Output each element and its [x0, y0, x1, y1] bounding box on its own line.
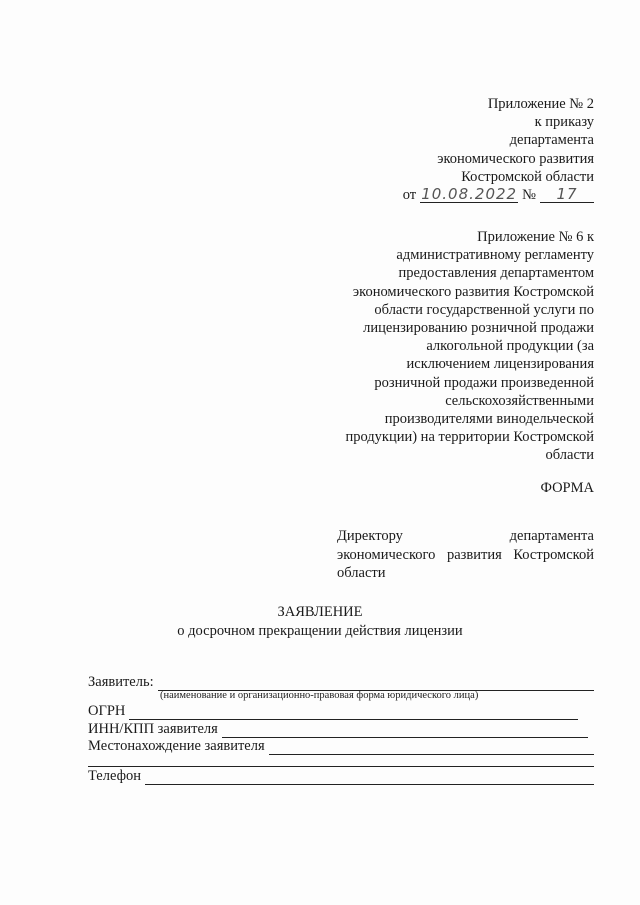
addressee-first-line — [337, 527, 594, 546]
appendix-2-header — [403, 95, 594, 204]
appendix-6-line: продукции) на территории Костромской — [345, 429, 594, 446]
appendix-6-line: сельскохозяйственными — [445, 392, 594, 409]
date-prefix: от — [402, 187, 417, 204]
phone-field[interactable] — [145, 770, 594, 785]
location-label: Местонахождение заявителя — [88, 738, 265, 754]
addressee-word: Директору — [337, 528, 403, 544]
inn-kpp-label: ИНН/КПП заявителя — [88, 721, 218, 737]
document-title: ЗАЯВЛЕНИЕ — [277, 604, 363, 620]
appendix-2-line: Приложение № 2 — [487, 96, 594, 112]
appendix-6-line: Приложение № 6 к — [477, 229, 594, 245]
form-label: ФОРМА — [540, 480, 594, 496]
appendix-6-header — [324, 228, 594, 465]
location-row — [88, 738, 594, 755]
ogrn-field[interactable] — [129, 705, 578, 720]
appendix-2-line: экономического развития — [437, 150, 594, 167]
applicant-label: Заявитель: — [88, 674, 154, 690]
ogrn-label: ОГРН — [88, 703, 126, 719]
appendix-6-line: алкогольной продукции (за — [426, 338, 594, 355]
addressee-block — [337, 527, 594, 583]
appendix-2-line: Костромской области — [461, 168, 594, 185]
order-date-handwritten: 10.08.2022 — [421, 185, 518, 204]
appendix-6-line: области государственной услуги по — [374, 301, 594, 318]
addressee-rest: экономического развития Костромской области — [337, 546, 594, 581]
appendix-6-line: исключением лицензирования — [406, 356, 594, 373]
inn-kpp-row — [88, 721, 588, 738]
appendix-6-line: экономического развития Костромской — [352, 283, 594, 300]
phone-row — [88, 768, 594, 785]
appendix-2-line: департамента — [509, 132, 594, 149]
applicant-row — [88, 674, 594, 691]
addressee-word: департамента — [509, 528, 594, 544]
order-number-handwritten: 17 — [540, 186, 594, 203]
phone-label: Телефон — [88, 768, 141, 784]
number-prefix: № — [522, 187, 536, 204]
ogrn-row — [88, 703, 578, 720]
appendix-6-line: предоставления департаментом — [398, 265, 594, 282]
order-date-row — [403, 186, 594, 204]
document-subtitle: о досрочном прекращении действия лицензии — [177, 623, 463, 639]
appendix-6-line: производителями винодельческой — [384, 411, 594, 428]
inn-kpp-field[interactable] — [222, 723, 588, 738]
applicant-hint: (наименование и организационно-правовая форма юридического лица) — [160, 690, 479, 701]
appendix-6-line: розничной продажи произведенной — [374, 374, 594, 391]
appendix-6-line: области — [545, 447, 594, 464]
location-field[interactable] — [269, 740, 594, 755]
appendix-6-line: лицензированию розничной продажи — [363, 320, 594, 337]
applicant-field[interactable] — [158, 676, 594, 691]
location-field-continuation[interactable] — [88, 766, 594, 767]
appendix-2-line: к приказу — [534, 114, 594, 131]
appendix-6-line: административному регламенту — [396, 247, 594, 264]
